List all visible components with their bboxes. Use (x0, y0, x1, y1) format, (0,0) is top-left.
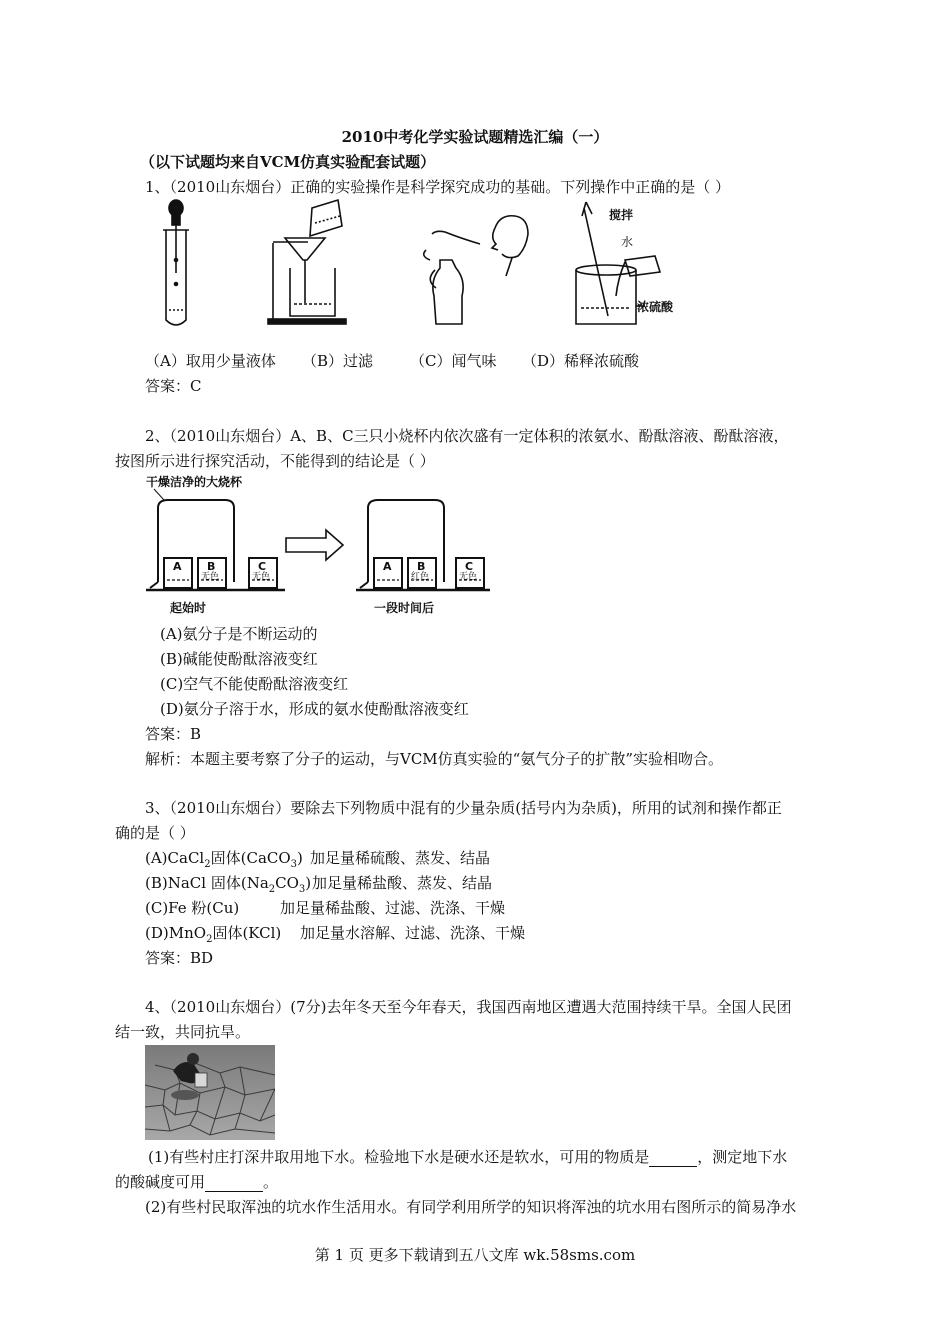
q4-part2: (2)有些村民取浑浊的坑水作生活用水。有同学利用所学的知识将浑浊的坑水用右图所示的简易净水 (145, 1198, 797, 1216)
hardness-answer-blank[interactable] (649, 1150, 697, 1167)
q4-stem-line2: 结一致，共同抗旱。 (115, 1023, 251, 1041)
dropper-test-tube-illustration (163, 200, 189, 325)
q1-option-a: （A）取用少量液体 (145, 352, 276, 370)
q1-option-c: （C）闻气味 (410, 352, 497, 370)
big-beaker-later (368, 500, 444, 582)
page-footer: 第 1 页 更多下载请到五八文库 wk.58sms.com (314, 1246, 636, 1264)
label-b-later: B (417, 560, 426, 573)
red-b-later: 红色 (411, 572, 430, 582)
q1-answer: 答案：C (145, 377, 202, 395)
big-beaker-start (158, 500, 234, 582)
process-arrow (286, 530, 343, 560)
q3-option-c: (C)Fe 粉(Cu) (145, 899, 240, 917)
q1-option-b: （B）过滤 (302, 352, 374, 370)
q4-part1-line1: (1)有些村庄打深井取用地下水。检验地下水是硬水还是软水，可用的物质是 ，测定地下水 (148, 1148, 788, 1166)
q1-figure (140, 198, 700, 333)
q2-option-c: (C)空气不能使酚酞溶液变红 (160, 675, 349, 693)
colorless-c-start: 无色 (252, 572, 271, 582)
label-c-start: C (258, 560, 267, 573)
water-label: 水 (621, 235, 634, 249)
label-c-later: C (465, 560, 474, 573)
filtration-illustration (268, 200, 346, 324)
q2-option-d: (D)氨分子溶于水，形成的氨水使酚酞溶液变红 (160, 700, 469, 718)
q3-option-b: (B)NaCl 固体$(Na_2CO_3)$ (145, 874, 312, 895)
colorless-c-later: 无色 (459, 572, 478, 582)
q3-option-c-reagent: 加足量稀盐酸、过滤、洗涤、干燥 (280, 899, 506, 917)
q2-stem-line1: 2、（2010山东烟台）A、B、C三只小烧杯内依次盛有一定体积的浓氨水、酚酞溶液、酚酞溶液， (145, 427, 789, 445)
q2-figure (140, 472, 500, 622)
q3-option-d: (D)MnO$_2$固体(KCl) (145, 924, 282, 945)
q2-option-b: (B)碱能使酚酞溶液变红 (160, 650, 318, 668)
q2-stem-line2: 按图所示进行探究活动，不能得到的结论是（ ） (115, 452, 435, 470)
q3-stem-line2: 确的是（ ） (115, 824, 195, 842)
q3-stem-line1: 3、（2010山东烟台）要除去下列物质中混有的少量杂质(括号内为杂质)，所用的试剂和操作都正 (145, 799, 782, 817)
q1-option-d: （D）稀释浓硫酸 (522, 352, 640, 370)
drought-photo (145, 1045, 275, 1140)
q2-analysis: 解析：本题主要考察了分子的运动，与VCM仿真实验的“氨气分子的扩散”实验相吻合。 (145, 750, 724, 768)
q4-stem-line1: 4、（2010山东烟台）(7分)去年冬天至今年春天，我国西南地区遭遇大范围持续干旱。全国人民团 (145, 998, 792, 1016)
q4-part1-line2: 的酸碱度可用 。 (115, 1173, 279, 1191)
q3-option-a: (A)CaCl$_2$固体(CaCO$_3$) (145, 849, 303, 870)
ph-answer-blank[interactable] (205, 1175, 263, 1192)
q1-stem: 1、（2010山东烟台）正确的实验操作是科学探究成功的基础。下列操作中正确的是（ ） (145, 178, 730, 196)
q3-answer: 答案：BD (145, 949, 214, 967)
later-caption: 一段时间后 (374, 601, 435, 615)
colorless-b-start: 无色 (201, 572, 220, 582)
start-caption: 起始时 (170, 601, 207, 615)
q3-option-b-reagent: 加足量稀盐酸、蒸发、结晶 (312, 874, 493, 892)
q3-option-d-reagent: 加足量水溶解、过滤、洗涤、干燥 (300, 924, 526, 942)
q2-option-a: (A)氨分子是不断运动的 (160, 625, 318, 643)
stir-label: 搅拌 (609, 208, 634, 222)
smelling-gas-illustration (424, 216, 528, 324)
label-a-later: A (383, 560, 392, 573)
page-subtitle: （以下试题均来自VCM仿真实验配套试题） (140, 153, 436, 171)
label-a-start: A (173, 560, 182, 573)
acid-label: 浓硫酸 (637, 300, 674, 314)
page-title: 2010中考化学实验试题精选汇编（一） (341, 128, 609, 146)
q2-answer: 答案：B (145, 725, 202, 743)
label-b-start: B (207, 560, 216, 573)
big-beaker-label: 干燥洁净的大烧杯 (146, 475, 243, 489)
q3-option-a-reagent: 加足量稀硫酸、蒸发、结晶 (310, 849, 491, 867)
